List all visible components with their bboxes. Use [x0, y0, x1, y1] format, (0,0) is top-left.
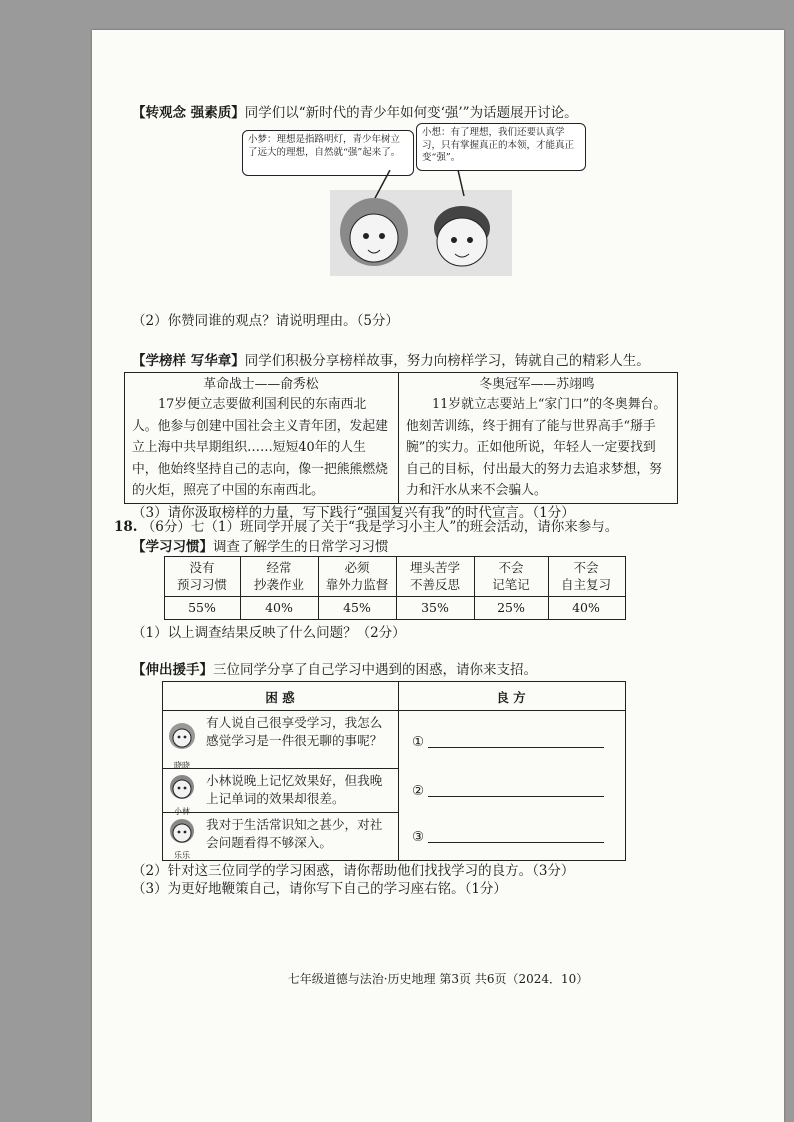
tag-label: 【伸出援手】	[132, 662, 213, 678]
exam-page	[92, 30, 784, 1122]
remedy-marker-1: ①	[412, 734, 425, 750]
confusion-text-1: 有人说自己很享受学习，我怎么感觉学习是一件很无聊的事呢？	[206, 715, 383, 748]
question-number: 18.	[114, 519, 138, 535]
question-18-2: （2）针对这三位同学的学习困惑，请你帮助他们找找学习的良方。（3分）	[132, 863, 575, 879]
speech-bubble-boy: 小想：有了理想，我们还要认真学习，只有掌握真正的本领，才能真正变“强”。	[416, 123, 586, 171]
remedy-blank-3[interactable]	[428, 828, 604, 843]
confusion-text-2: 小林说晚上记忆效果好，但我晚上记单词的效果却很差。	[206, 773, 383, 806]
student-name-2: 小林	[174, 807, 190, 816]
cartoon-students-illustration	[330, 170, 550, 278]
role-model-right	[406, 376, 668, 502]
intro-text: 调查了解学生的日常学习习惯	[213, 539, 389, 555]
remedy-marker-3: ③	[412, 829, 425, 845]
survey-header-4: 埋头苦学 不善反思	[409, 560, 460, 592]
survey-value-6: 40%	[572, 600, 600, 615]
speech-bubble-girl: 小梦：理想是指路明灯，青少年树立了远大的理想，自然就“强”起来了。	[242, 130, 414, 176]
survey-header-2: 经常 抄袭作业	[253, 560, 304, 592]
tag-label: 【学榜样 写华章】	[132, 353, 245, 369]
remedy-blank-2[interactable]	[428, 782, 604, 797]
section-heading-role-models	[132, 352, 650, 370]
tag-label: 【学习习惯】	[132, 539, 213, 555]
survey-header-6: 不会 自主复习	[560, 560, 611, 592]
section-heading	[132, 104, 578, 122]
role-model-right-text: 11岁就立志要站上“家门口”的冬奥舞台。他刻苦训练，终于拥有了能与世界高手“掰手腕”的实力。正如他所说，年轻人一定要找到自己的目标，付出最大的努力去追求梦想，努力和汗水从来不会骗人。	[406, 397, 667, 498]
survey-value-1: 55%	[188, 600, 216, 615]
intro-text: 同学们以“新时代的青少年如何变‘强’”为话题展开讨论。	[244, 105, 578, 121]
survey-value-2: 40%	[265, 600, 293, 615]
survey-value-4: 35%	[421, 600, 449, 615]
remedy-blank-1[interactable]	[428, 733, 604, 748]
question-18-text: （6分）七（1）班同学开展了关于“我是学习小主人”的班会活动，请你来参与。	[141, 519, 619, 535]
role-model-left-text: 17岁便立志要做利国利民的东南西北人。他参与创建中国社会主义青年团，发起建立上海中共早期组织……短短40年的人生中，他始终坚持自己的志向，像一把熊熊燃烧的火炬，照亮了中国的东南西北。	[132, 397, 388, 498]
section-heading-help	[132, 661, 537, 679]
survey-header-3: 必须 靠外力监督	[325, 560, 389, 592]
intro-text: 同学们积极分享榜样故事，努力向榜样学习，铸就自己的精彩人生。	[244, 353, 650, 369]
section-heading-habits	[132, 538, 389, 556]
confusion-text-3: 我对于生活常识知之甚少，对社会问题看得不够深入。	[206, 817, 383, 850]
question-17-2: （2）你赞同谁的观点？请说明理由。（5分）	[132, 313, 399, 329]
role-model-right-title: 冬奥冠军——苏翊鸣	[479, 377, 595, 392]
survey-header-1: 没有 预习习惯	[176, 560, 227, 592]
column-header-remedy: 良 方	[496, 690, 526, 705]
student-avatar-2	[164, 772, 200, 817]
survey-header-5: 不会 记笔记	[492, 560, 530, 592]
question-18-3: （3）为更好地鞭策自己，请你写下自己的学习座右铭。（1分）	[132, 881, 507, 897]
survey-value-5: 25%	[497, 600, 525, 615]
student-name-1: 晓晓	[174, 761, 190, 770]
question-18-heading	[114, 518, 618, 536]
survey-value-3: 45%	[343, 600, 371, 615]
student-name-3: 乐乐	[174, 851, 190, 860]
role-model-left	[132, 376, 390, 502]
student-avatar-1	[164, 720, 200, 771]
intro-text: 三位同学分享了自己学习中遇到的困惑，请你来支招。	[213, 662, 537, 678]
page-footer: 七年级道德与法治·历史地理 第3页 共6页（2024．10）	[287, 972, 589, 986]
column-header-confusion: 困 惑	[265, 690, 295, 705]
remedy-marker-2: ②	[412, 783, 425, 799]
role-model-left-title: 革命战士——俞秀松	[203, 377, 319, 392]
question-17-3: （3）请你汲取榜样的力量，写下践行“强国复兴有我”的时代宣言。（1分）	[132, 505, 575, 521]
student-avatar-3	[164, 816, 200, 861]
question-18-1: （1）以上调查结果反映了什么问题？（2分）	[132, 625, 406, 641]
tag-label: 【转观念 强素质】	[132, 105, 245, 121]
